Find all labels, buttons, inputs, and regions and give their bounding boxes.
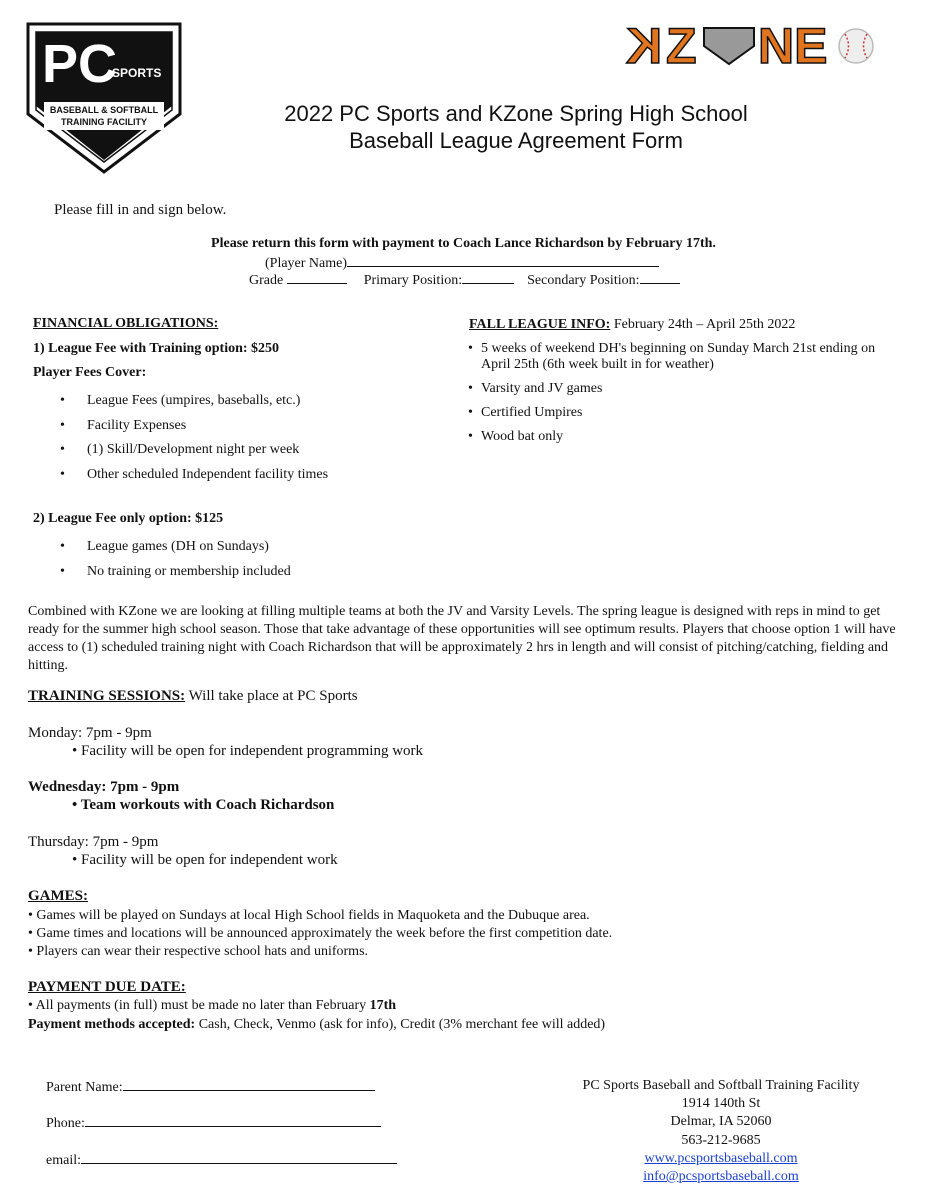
pc-sports-logo — [26, 22, 182, 174]
primary-position-field[interactable] — [462, 271, 514, 284]
email-label: email: — [46, 1153, 81, 1168]
wednesday-day: Wednesday: 7pm - 9pm — [28, 779, 180, 795]
list-item: • League games (DH on Sundays) — [60, 539, 269, 554]
list-item: • Facility Expenses — [60, 417, 187, 433]
parent-name-field[interactable] — [46, 1078, 375, 1096]
covers-label: Player Fees Cover: — [33, 365, 147, 380]
payment-heading: PAYMENT DUE DATE: — [28, 979, 186, 995]
wednesday-note: • Team workouts with Coach Richardson — [72, 797, 335, 813]
primary-position-label: Primary Position: — [363, 273, 463, 288]
contact-phone: 563-212-9685 — [681, 1132, 761, 1148]
intro-text: Please fill in and sign below. — [54, 202, 227, 218]
home-plate-icon — [702, 26, 756, 66]
option1-text: 1) League Fee with Training option: $250 — [33, 341, 280, 356]
monday-note: • Facility will be open for independent programming work — [72, 743, 424, 759]
positions-row — [249, 271, 680, 289]
parent-name-label: Parent Name: — [46, 1080, 123, 1095]
description-paragraph: Combined with KZone we are looking at filling multiple teams at both the JV and Varsity Levels. The spring league is designed with reps in mind to get ready for the summer high school season. Those that take advantage of these opportunities will see optimum results. Players that choose option 1 will have access to (1) scheduled training night with Coach Richardson that will be approximately 2 hrs in length and will consist of pitching/catching, fielding and hitting. — [28, 604, 896, 673]
list-item: • Game times and locations will be announced approximately the week before the first competition date. — [28, 926, 613, 941]
fall-league-header — [469, 317, 795, 333]
pc-logo-sports: SPORTS — [112, 66, 162, 80]
email-field[interactable] — [46, 1151, 397, 1169]
option2-list — [60, 535, 291, 584]
kzone-logo-ne: NE — [758, 18, 828, 74]
list-item: • Wood bat only — [468, 429, 564, 444]
return-note: Please return this form with payment to Coach Lance Richardson by February 17th. — [211, 236, 716, 251]
fall-league-dates: February 24th – April 25th 2022 — [613, 317, 796, 332]
kzone-logo — [626, 18, 878, 74]
payment-methods: Payment methods accepted: Cash, Check, Venmo (ask for info), Credit (3% merchant fee will added) — [28, 1017, 606, 1032]
games-list — [28, 907, 612, 961]
monday-day: Monday: 7pm - 9pm — [28, 725, 152, 741]
email-link[interactable]: info@pcsportsbaseball.com — [643, 1169, 799, 1185]
grade-label: Grade — [249, 273, 284, 288]
list-item: • League Fees (umpires, baseballs, etc.) — [60, 393, 301, 408]
phone-label: Phone: — [46, 1116, 85, 1131]
contact-city: Delmar, IA 52060 — [670, 1114, 772, 1130]
secondary-position-label: Secondary Position: — [527, 273, 640, 288]
list-item: • 5 weeks of weekend DH's beginning on Sunday March 21st ending on April 25th (6th week built in for weather) — [468, 341, 876, 372]
games-heading: GAMES: — [28, 888, 88, 904]
thursday-note: • Facility will be open for independent work — [72, 852, 338, 868]
form-title-line2: Baseball League Agreement Form — [349, 128, 683, 153]
kzone-logo-k: K — [626, 18, 663, 74]
list-item: • Other scheduled Independent facility times — [60, 466, 329, 482]
fall-league-heading: FALL LEAGUE INFO: — [469, 317, 611, 332]
form-title — [200, 100, 832, 154]
list-item: • Games will be played on Sundays at local High School fields in Maquoketa and the Dubuque area. — [28, 908, 590, 923]
pc-logo-mark: PC — [42, 34, 118, 94]
website-link[interactable]: www.pcsportsbaseball.com — [644, 1150, 798, 1166]
training-header — [28, 688, 358, 705]
player-name-label: (Player Name) — [265, 256, 348, 271]
kzone-logo-z: Z — [666, 18, 697, 74]
list-item: • No training or membership included — [60, 563, 291, 579]
list-item: • (1) Skill/Development night per week — [60, 442, 300, 457]
fall-league-list — [468, 341, 891, 445]
payment-deadline: • All payments (in full) must be made no later than February 17th — [28, 998, 397, 1013]
list-item: • Certified Umpires — [468, 405, 583, 420]
financial-heading: FINANCIAL OBLIGATIONS: — [33, 316, 219, 331]
form-title-line1: 2022 PC Sports and KZone Spring High School — [284, 101, 748, 126]
contact-block — [560, 1077, 882, 1186]
thursday-day: Thursday: 7pm - 9pm — [28, 834, 159, 850]
grade-field[interactable] — [287, 271, 347, 284]
phone-field[interactable] — [46, 1114, 381, 1132]
contact-name: PC Sports Baseball and Softball Training Facility — [582, 1078, 860, 1093]
secondary-position-field[interactable] — [640, 271, 680, 284]
contact-street: 1914 140th St — [681, 1096, 761, 1112]
baseball-icon — [836, 26, 876, 66]
list-item: • Players can wear their respective school hats and uniforms. — [28, 944, 369, 959]
training-location: Will take place at PC Sports — [188, 688, 358, 704]
list-item: • Varsity and JV games — [468, 381, 603, 396]
option2-text: 2) League Fee only option: $125 — [33, 511, 224, 526]
covers-list — [60, 389, 329, 487]
pc-logo-line2: TRAINING FACILITY — [61, 117, 147, 127]
pc-logo-line1: BASEBALL & SOFTBALL — [49, 105, 159, 115]
training-heading: TRAINING SESSIONS: — [28, 688, 186, 704]
player-name-field[interactable] — [265, 254, 659, 272]
